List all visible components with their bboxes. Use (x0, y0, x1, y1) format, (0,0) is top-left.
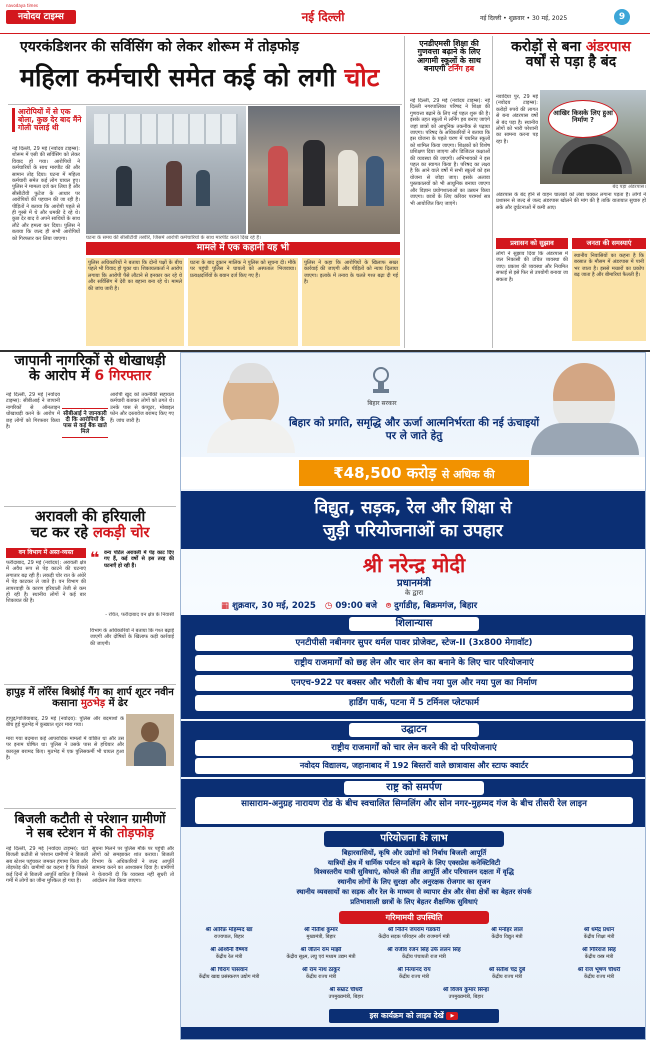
foundation-item: राष्ट्रीय राजमार्गों को छह लेन और चार लेन का बनाने के लिए चार परियोजनाएं (195, 655, 633, 671)
benefit-item: यात्रियों क्षेत्र में धार्मिक पर्यटन को बढ़ाने के लिए एक्सप्रेस कनेक्टिविटी (327, 858, 501, 867)
clock-icon: ◷ (324, 601, 333, 611)
live-label: इस कार्यक्रम को लाइव देखें (369, 1011, 444, 1020)
foundation-title: शिलान्यास (349, 617, 479, 631)
story4-body-2: आरोपी खुद को तकनीकी सहायता कर्मचारी बताकर लोगों को ठगते थे। उनके पास से कंप्यूटर, मोबाइल फोन और दस्तावेज बरामद किए गए हैं। जांच जारी है। (110, 392, 174, 424)
govt-label: बिहार सरकार (367, 400, 397, 407)
masthead (0, 3, 650, 34)
ad-title: विद्युत, सड़क, रेल और शिक्षा से जुड़ी परियोजनाओं का उपहार (181, 491, 645, 549)
benefit-item: स्थानीय व्यवसायों का सड़क और रेल के माध्यम से व्यापार क्षेत्र और सेवा क्षेत्रों का बेहतर संपर्क (296, 887, 532, 896)
story3-headline: करोड़ों से बना अंडरपास वर्षों से पड़ा है बंद (511, 39, 631, 71)
official: श्री नित्यानंद राय केंद्रीय राज्य मंत्री (397, 967, 431, 980)
story3-callout: आखिर किसके लिए हुआ निर्माण ? (548, 100, 618, 138)
amount-suffix: से अधिक की (441, 468, 495, 481)
story5-headline: अरावली की हरियाली चट कर रहे लकड़ी चोर (30, 509, 150, 541)
by-label: के द्वारा (404, 589, 424, 597)
quote-mark-icon: ❝ (90, 548, 100, 567)
story1-box-body-3: पुलिस ने कहा कि आरोपियों के खिलाफ सख्त कार्रवाई की जाएगी और पीड़ितों को न्याय दिलाया जाएगा। इलाके में तनाव के चलते गश्त बढ़ा दी गई है। (302, 258, 400, 346)
story6-body-2: मारा गया बदमाश कई आपराधिक मामलों में वांछित था और उस पर इनाम घोषित था। पुलिस ने उसके पास से हथियार और कारतूस बरामद किए। मुठभेड़ में एक पुलिसकर्मी भी घायल हुआ है। (6, 736, 124, 762)
official: श्री अश्विनी वैष्णव केंद्रीय रेल मंत्री (210, 947, 248, 960)
story1-box-body: पुलिस अधिकारियों ने बताया कि दोनों पक्षों के बीच पहले भी विवाद हो चुका था। शिकायतकर्ता ने आरोप लगाया कि आरोपी पैसे लौटाने से इनकार कर रहे थे और सर्विसिंग में देरी का बहाना बना रहे थे। मामले की जांच जारी है। (86, 258, 184, 346)
location-icon: ⌾ (385, 601, 392, 611)
official: श्री धर्मेंद्र प्रधान केंद्रीय शिक्षा मंत्री (583, 927, 615, 940)
event-date: शुक्रवार, 30 मई, 2025 (232, 601, 316, 611)
benefit-item: स्थानीय लोगों के लिए सुरक्षा और अनुरक्षक रोजगार का सृजन (337, 878, 491, 887)
dedication-item: सासाराम-अनुग्रह नारायण रोड के बीच स्वचालित सिग्नलिंग और सोन नगर-मुहम्मद गंज के बीच तीसरी रेल लाइन (195, 797, 633, 824)
foundation-item: एनएच-922 पर बक्सर और भरौली के बीच नया पुल और नया पुल का निर्माण (195, 675, 633, 691)
foundation-item: हार्डिंग पार्क, पटना में 5 टर्मिनल प्लेटफार्म (195, 695, 633, 711)
paper-name-latin: navodaya times (6, 3, 39, 8)
story1-bullet: आरोपियों में से एक बोला, कुछ देर बाद मैंने गोली चलाई थी (12, 108, 82, 132)
story7-body: नई दिल्ली, 29 मई (नवोदय टाइम्स): घंटों बिजली कटौती से परेशान ग्रामीणों ने बिजली सब स्टेशन पहुंचकर जमकर हंगामा किया और तोड़फोड़ की। ग्रामीणों का कहना है कि पिछले कई दिनों से बिजली आपूर्ति बाधित है जिससे गर्मी में लोगों का जीना मुश्किल हो गया है। (6, 846, 88, 885)
official: श्री राम नाथ ठाकुर केंद्रीय राज्य मंत्री (302, 967, 340, 980)
social-icons (181, 1027, 646, 1040)
benefit-item: बिहारवासियों, कृषि और उद्योगों को निर्बाध बिजली आपूर्ति (341, 849, 487, 857)
story2-headline: एनडीएमसी शिक्षा की गुणवत्ता बढ़ाने के लिए आगामी स्कूलों के साथ बनाएगी टर्निंग हब (417, 39, 481, 74)
photo-caption-1: घटना के समय की सीसीटीवी तस्वीरें, जिसमें आरोपी कर्मचारियों के साथ मारपीट करते दिख रहे हैं। (86, 235, 261, 241)
dateline: नई दिल्ली • शुक्रवार • 30 मई, 2025 (480, 15, 568, 22)
story7-body-2: सूचना मिलने पर पुलिस मौके पर पहुंची और लोगों को समझाकर शांत कराया। बिजली विभाग के अधिकारियों ने जल्द आपूर्ति सामान्य करने का आश्वासन दिया है। ग्रामीणों ने चेतावनी दी कि व्यवस्था नहीं सुधरी तो आंदोलन तेज किया जाएगा। (92, 846, 174, 885)
benefits-list (211, 849, 617, 907)
story1-body: नई दिल्ली, 29 मई (नवोदय टाइम्स): शोरूम में एसी की सर्विसिंग को लेकर विवाद हो गया। आरोपियों ने कर्मचारियों के साथ मारपीट की और सामान तोड़ दिया। घटना में महिला कर्मचारी समेत कई लोग घायल हुए। पुलिस ने मामला दर्ज कर लिया है और सीसीटीवी फुटेज के आधार पर आरोपियों की पहचान की जा रही है। पीड़ितों ने बताया कि आरोपी पहले से ही गुस्से में थे और धमकी दे रहे थे। कुछ देर बाद वे अपने साथियों के साथ लौटे और हमला कर दिया। पुलिस ने बताया कि जल्द ही सभी आरोपियों को गिरफ्तार कर लिया जाएगा। (12, 146, 80, 242)
inauguration-item: राष्ट्रीय राजमार्गों को चार लेन करने की दो परियोजनाएं (195, 740, 633, 756)
official: श्री सतीश चंद्र दुबे केंद्रीय राज्य मंत्री (488, 967, 526, 980)
inauguration-item: नवोदय विद्यालय, जहानाबाद में 192 बिस्तरों वाले छात्रावास और स्टाफ क्वार्टर (195, 758, 633, 774)
official: श्री नितिन जयराम गडकरी केंद्रीय सड़क परिवहन और राजमार्ग मंत्री (378, 927, 450, 940)
paper-name: नवोदय टाइम्स (6, 10, 76, 24)
official: श्री मनोहर लाल केंद्रीय विद्युत मंत्री (491, 927, 523, 940)
inauguration-section (181, 721, 646, 777)
dedication-section (181, 779, 646, 827)
foundation-section (181, 615, 646, 719)
story6-headline: हापुड़ में लॉरेंस बिश्नोई गैंग का शार्प शूटर नवीन कसाना मुठभेड़ में ढेर (6, 687, 174, 709)
amount-value: ₹48,500 करोड़ (333, 464, 437, 482)
story1-box-body-2: घटना के बाद दुकान मालिक ने पुलिस को सूचना दी। मौके पर पहुंची पुलिस ने घायलों को अस्पताल भिजवाया। प्रत्यक्षदर्शियों के बयान दर्ज किए गए हैं। (188, 258, 298, 346)
official: श्री आरिफ़ मोहम्मद खां राज्यपाल, बिहार (205, 927, 253, 940)
story1-headline: महिला कर्मचारी समेत कई को लगी चोट (20, 63, 380, 92)
official: श्री चिराग पासवान केंद्रीय खाद्य प्रसंस्करण उद्योग मंत्री (198, 967, 260, 980)
story3-box1-title: प्रशासन को सुझाव (496, 238, 568, 249)
event-venue: दुर्गाडीह, बिक्रमगंज, बिहार (394, 601, 478, 611)
story5-body: फरीदाबाद, 29 मई (नवोदय): अरावली क्षेत्र में अवैध रूप से पेड़ काटने की घटनाएं लगातार बढ़ रही हैं। लकड़ी चोर रात के अंधेरे में पेड़ काटकर ले जाते हैं। वन विभाग की लापरवाही के कारण हरियाली तेजी से कम हो रही है। स्थानीय लोगों ने कई बार शिकायत की है। (6, 560, 86, 605)
live-banner[interactable] (329, 1009, 499, 1023)
event-info (221, 599, 621, 613)
story3-box1-body: लोगों ने सुझाव दिया कि अंडरपास में जल निकासी की उचित व्यवस्था की जाए। प्रकाश की व्यवस्था और नियमित सफाई से इसे फिर से उपयोगी बनाया जा सकता है। (496, 251, 568, 283)
pm-role: प्रधानमंत्री (396, 578, 432, 589)
emblem-icon (367, 363, 395, 397)
cctv-photo-left (86, 106, 246, 234)
pm-portrait (525, 357, 645, 455)
official: श्री गिरिराज सिंह केंद्रीय वस्त्र मंत्री (582, 947, 616, 960)
event-time: 09:00 बजे (335, 601, 377, 611)
official: श्री राजीव रंजन सिंह उर्फ ललन सिंह केंद्रीय पंचायती राज मंत्री (387, 947, 461, 960)
underpass-caption: बंद पड़ा अंडरपास। (612, 184, 646, 190)
story3-box2-title: जनता की समस्याएं (572, 238, 646, 249)
story3-body: नवादिया पुर, 29 मई (नवोदय टाइम्स): करोड़ों रुपये की लागत से बना अंडरपास वर्षों से बंद पड़ा है। स्थानीय लोगों को भारी परेशानी का सामना करना पड़ रहा है। (496, 94, 538, 145)
dedication-title: राष्ट्र को समर्पण (344, 781, 484, 795)
official: श्री विजय कुमार सिन्हा उपमुख्यमंत्री, बिहार (443, 987, 489, 1000)
inauguration-title: उद्घाटन (349, 723, 479, 737)
story4-pullquote: सीबीआई ने जानकारी दी कि आरोपियों के पास से कई बैंक खाते मिले (62, 408, 108, 438)
foundation-item: एनटीपीसी नबीनगर सुपर थर्मल पावर प्रोजेक्ट, स्टेज-II (3x800 मेगावॉट) (195, 635, 633, 651)
benefit-item: विश्वस्तरीय यात्री सुविधाएं, कोयले की तीव्र आपूर्ति और परिचालन दक्षता में वृद्धि (314, 868, 514, 877)
story7-headline: बिजली कटौती से परेशान ग्रामीणों ने सब स्टेशन में की तोड़फोड़ (14, 811, 166, 840)
presence-title: गरिमामयी उपस्थिति (339, 911, 489, 924)
story5-body-2: विभाग के अधिकारियों ने बताया कि गश्त बढ़ाई जाएगी और दोषियों के खिलाफ कड़ी कार्रवाई की जाएगी। (90, 628, 174, 647)
story4-headline: जापानी नागरिकों से धोखाधड़ी के आरोप में 6 गिरफ्तार (14, 353, 166, 385)
amount-banner (181, 457, 646, 489)
city-label: नई दिल्ली (301, 10, 345, 24)
story3-body-2: अंडरपास के बंद होने से वाहन चालकों को लंबा चक्कर लगाना पड़ता है। लोगों ने प्रशासन से जल्द से जल्द अंडरपास खोलने की मांग की है ताकि यातायात सुचारु हो सके और दुर्घटनाओं में कमी आए। (496, 192, 646, 211)
story6-body: हापुड़/गाजियाबाद, 29 मई (नवोदय): पुलिस और बदमाशों के बीच हुई मुठभेड़ में कुख्यात शूटर मारा गया। (6, 716, 124, 729)
story1-box-title: मामले में एक कहानी यह भी (86, 242, 400, 255)
page-number: 9 (614, 9, 630, 25)
cctv-photo-right (248, 106, 400, 234)
official: श्री जीतन राम मांझी केंद्रीय सूक्ष्म, लघु एवं मध्यम उद्यम मंत्री (286, 947, 356, 960)
story3-box2-body: स्थानीय निवासियों का कहना है कि बरसात के मौसम में अंडरपास में पानी भर जाता है। इससे मच्छरों का प्रकोप बढ़ जाता है और बीमारियां फैलती हैं। (572, 251, 646, 341)
story5-quote-by: - रचित, फरीदाबाद वन क्षेत्र के निवासी (105, 612, 174, 618)
benefit-item: प्रतिभाशाली छात्रों के लिए बेहतर शैक्षणिक सुविधाएं (350, 897, 478, 906)
story2-body: नई दिल्ली, 29 मई (नवोदय टाइम्स): नई दिल्ली नगरपालिका परिषद ने शिक्षा की गुणवत्ता बढ़ाने के लिए नई पहल शुरू की है। इसके तहत स्कूलों में लर्निंग हब बनाए जाएंगे जहां छात्रों को आधुनिक तकनीक से पढ़ाया जाएगा। परिषद के अधिकारियों ने बताया कि इस योजना के पहले चरण में चयनित स्कूलों को शामिल किया जाएगा। शिक्षकों को विशेष प्रशिक्षण दिया जाएगा और डिजिटल कक्षाओं की व्यवस्था की जाएगी। अभिभावकों ने इस पहल का स्वागत किया है। परिषद का लक्ष्य है कि आने वाले वर्षों में सभी स्कूलों को इस योजना से जोड़ा जाए। इसके अलावा पुस्तकालयों को भी आधुनिक बनाया जाएगा और विज्ञान प्रयोगशालाओं का उन्नयन किया जाएगा। छात्रों के लिए करियर परामर्श सत्र भी आयोजित किए जाएंगे। (410, 98, 490, 207)
story5-quote: वन्य पोर्टल अरावली में पेड़ काट दिए गए हैं, कई वर्षों से इस तरह की घटनाएँ हो रही हैं। (104, 550, 174, 569)
story5-tag: वन विभाग में अस्त-व्यस्त (6, 548, 86, 558)
official: श्री नीतीश कुमार मुख्यमंत्री, बिहार (304, 927, 338, 940)
official: श्री राज भूषण चौधरी केंद्रीय राज्य मंत्री (577, 967, 621, 980)
official: श्री सम्राट चौधरी उपमुख्यमंत्री, बिहार (328, 987, 364, 1000)
youtube-icon: ▶ (446, 1012, 458, 1020)
benefits-title: परियोजना के लाभ (324, 831, 504, 847)
shooter-photo (126, 714, 174, 766)
story1-kicker: एयरकंडिशनर की सर्विसिंग को लेकर शोरूम में तोड़फोड़ (20, 39, 299, 55)
govt-advertisement (180, 352, 646, 1040)
pm-name: श्री नरेन्द्र मोदी (362, 553, 466, 577)
story4-body: नई दिल्ली, 29 मई (नवोदय टाइम्स): सीबीआई ने जापानी नागरिकों से ऑनलाइन धोखाधड़ी करने के आरोप में छह लोगों को गिरफ्तार किया है। (6, 392, 60, 431)
ad-slogan: बिहार को प्रगति, समृद्धि और ऊर्जा आत्मनिर्भरता की नई ऊंचाइयों पर ले जाते हेतु (288, 417, 540, 442)
calendar-icon: ▦ (221, 601, 230, 611)
